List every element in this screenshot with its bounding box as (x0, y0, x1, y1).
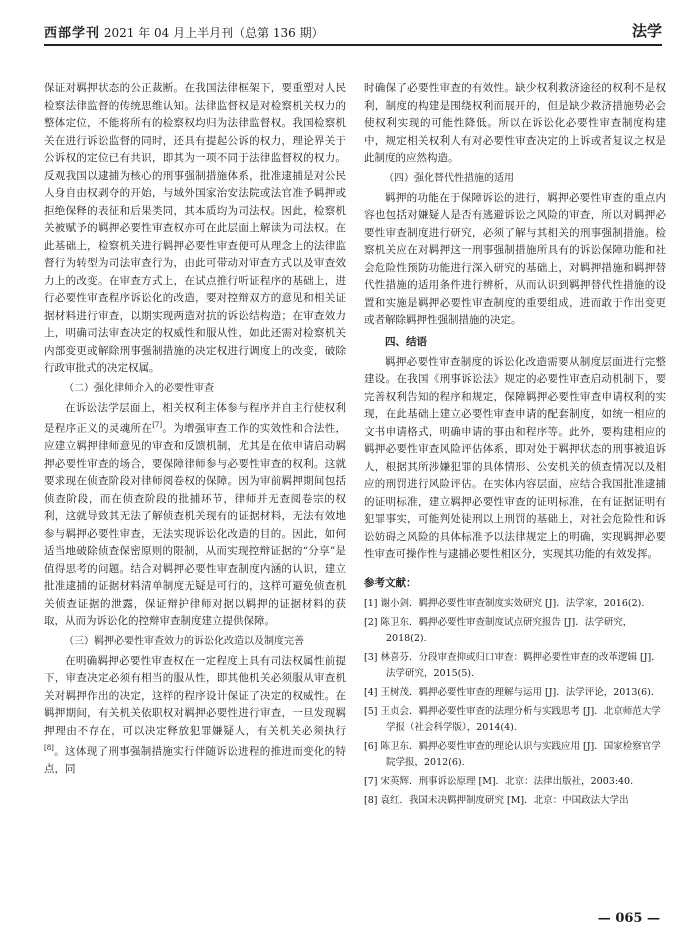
section-title: 四、结语 (385, 335, 427, 348)
subheading: （三）羁押必要性审查效力的诉讼化改造以及制度完善 (64, 635, 304, 647)
paragraph-text: 在诉讼法学层面上，相关权利主体参与程序并自主行使权利是程序正义的灵魂所在 (44, 401, 346, 435)
references-title: 参考文献： (364, 576, 417, 589)
right-column (364, 80, 666, 900)
reference-item: [8] 袁红．我国未决羁押制度研究 [M]．北京：中国政法大学出 (364, 794, 629, 806)
paragraph-text: 在明确羁押必要性审查权在一定程度上具有司法权属性前提下，审查决定必须有相当的服从性，即其他机关必须服从审查机关对羁押作出的决定，这样的程序设计保证了决定的权威性。在羁押期间，有关机关依职权对羁押必要性进行审查，一旦发现羁押理由不存在，可以决定释放犯罪嫌疑人，有关机关必须执行 (44, 654, 346, 737)
subheading: （二）强化律师介入的必要性审查 (64, 382, 214, 394)
paragraph: 时确保了必要性审查的有效性。缺少权利救济途径的权利不是权利，制度的构建是围绕权利而展开的，但是缺少救济措施势必会使权利实现的可能性降低。所以在诉讼化必要性审查制度构建中，规定相关权利人有对必要性审查决定的上诉或者复议之权是此制度的应然构造。 (364, 82, 666, 164)
section-label: 法学 (631, 22, 662, 40)
reference-item: [4] 王树茂．羁押必要性审查的理解与运用 [J]．法学评论，2013(6). (364, 686, 654, 698)
paragraph-text: 。这体现了刑事强制措施实行伴随诉讼进程的推进而变化的特点，同 (44, 745, 346, 775)
citation-marker: [8] (44, 744, 54, 752)
page-header (44, 18, 662, 46)
reference-item: [1] 谢小剑．羁押必要性审查制度实效研究 [J]．法学家，2016(2). (364, 597, 645, 609)
journal-name: 西部学刊 (44, 26, 101, 41)
paragraph (44, 653, 346, 779)
reference-item: [6] 陈卫东．羁押必要性审查的理论认识与实践应用 [J]．国家检察官学院学报，2012(6). (364, 740, 661, 768)
paragraph: 羁押的功能在于保障诉讼的进行，羁押必要性审查的重点内容也包括对嫌疑人是否有逃避诉讼之风险的审查，所以对羁押必要性审查制度进行研究，必须了解与其相关的刑事强制措施。检察机关应在对羁押这一刑事强制措施所具有的诉讼保障功能和社会危险性预防功能进行深入研究的基础上，对羁押措施和羁押替代性措施的适用条件进行辨析，从而认识到羁押替代性措施的设置和实施是羁押必要性审查制度的重要组成，进而敢于作出变更或者解除羁押性强制措施的决定。 (364, 191, 666, 326)
reference-item: [7] 宋英辉．刑事诉讼原理 [M]．北京：法律出版社，2003:40. (364, 775, 634, 787)
references-list (364, 596, 666, 809)
header-left (44, 22, 324, 41)
reference-item: [2] 陈卫东．羁押必要性审查制度试点研究报告 [J]．法学研究，2018(2). (364, 616, 633, 644)
paragraph: 保证对羁押状态的公正裁断。在我国法律框架下，要重塑对人民检察法律监督的传统思维认知。法律监督权是对检察机关权力的整体定位，不能将所有的检察权均归为法律监督权。我国检察机关在进行诉讼监督的同时，还具有提起公诉的权力，理论界关于公诉权的定位已有共识，即其为一项不同于法律监督权的权力。反观我国以逮捕为核心的刑事强制措施体系，批准逮捕是对公民人身自由权剥夺的开始，与域外国家治安法院或法官准予羁押或拒绝保释的表征和后果类同，其本质均为司法权。因此，检察机关被赋予的羁押必要性审查权亦可在此层面上解读为司法权。在此基础上，检察机关进行羁押必要性审查便可从理念上的法律监督行为转型为司法审查行为，由此可带动对审查方式以及审查效力上的改变。在审查方式上，在试点推行听证程序的基础上，进行必要性审查程序诉讼化的改造，要对控辩双方的意见和相关证据材料进行审查，以期实现两造对抗的诉讼结构造；在审查效力上，明确司法审查决定的权威性和服从性，如此还需对检察机关内部变更或解除刑事强制措施的决定权进行调度上的改变，破除行政审批式的决定权属。 (44, 82, 346, 374)
article-body (44, 80, 666, 900)
reference-item: [3] 林喜芬．分段审查抑或归口审查：羁押必要性审查的改革逻辑 [J]．法学研究，2015(5). (364, 651, 661, 679)
reference-item: [5] 王贞会．羁押必要性审查的法理分析与实践思考 [J]．北京师范大学学报（社会科学版），2014(4). (364, 705, 661, 733)
paragraph: 羁押必要性审查制度的诉讼化改造需要从制度层面进行完整建设。在我国《刑事诉讼法》规定的必要性审查启动机制下，要完善权利告知的程序和规定，保障羁押必要性审查申请权利的实现，在此基础上建立必要性审查申请的配套制度，如统一相应的文书申请格式，明确申请的事由和程序等。此外，要构建相应的羁押必要性审查风险评估体系，即对处于羁押状态的刑事被追诉人，根据其所涉嫌犯罪的具体情形、公安机关的侦查情况以及相应的刑罚进行风险评估。在实体内容层面，应结合我国批准逮捕的证明标准，建立羁押必要性审查的证明标准，在有证据证明有犯罪事实，可能判处徒刑以上刑罚的基础上，对社会危险性和诉讼妨碍之风险的具体标准予以法律规定上的明确，实现羁押必要性审查可操作性与逮捕必要性相区分，实现其功能的有效发挥。 (364, 355, 666, 560)
page-number: — 065 — (597, 911, 660, 926)
paragraph (44, 400, 346, 631)
subheading: （四）强化替代性措施的适用 (384, 172, 514, 184)
left-column (44, 80, 346, 900)
issue-info: 2021 年 04 月上半月刊（总第 136 期） (103, 26, 324, 40)
citation-marker: [7] (152, 421, 163, 429)
paragraph-text: 。为增强审查工作的实效性和合法性，应建立羁押律师意见的审查和反馈机制，尤其是在依申请启动羁押必要性审查的场合，要保障律师参与必要性审查的权利。这就要求现在侦查阶段对律师阅卷权的保障。因为审前羁押期间包括侦查阶段，而在侦查阶段的批捕环节，律师并无查阅卷宗的权利，这就导致其无法了解侦查机关现有的证据材料，无法有效地参与羁押必要性审查，无法实现诉讼化改造的目的。因此，如何适当地破除侦查保密原则的限制，从而实现控辩证据的“分享”是值得思考的问题。结合对羁押必要性审查制度内涵的认识，建立批准逮捕的证据材料清单制度无疑是可行的，这样可避免侦查机关侦查证据的泄露，保证辩护律师对据以羁押的证据材料的获取，从而为诉讼化的控辩审查制度建立提供保障。 (44, 422, 346, 627)
